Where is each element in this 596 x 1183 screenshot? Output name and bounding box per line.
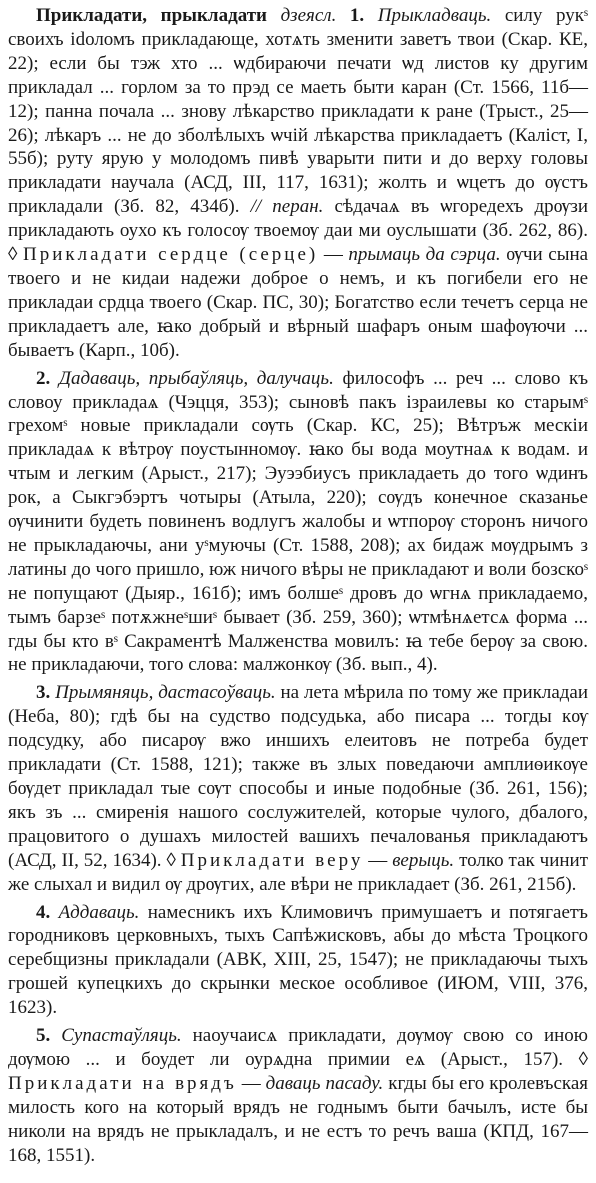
sense-gloss: Дадаваць, прыбаўляць, далучаць. [58,367,334,389]
phrase-marker: ◊ [578,1048,589,1070]
phrase-citations: кгды бы его кролевъская милость кого на который врядъ не годнымъ быти бачылъ, исте бы николи на врядъ не прыкладалъ, и не естъ то речъ ваша (КПД, 167—168, 1551). [8,1072,588,1166]
entry-headword: Прикладати, прыкладати [36,5,267,26]
sense-number: 2. [36,367,51,389]
phrase-expression: Прикладати на врядъ [8,1072,237,1094]
sense-citations: силу рукˢ своихъ idоломъ прикладающе, хотѧть зменити заветъ твои (Скар. КЕ, 22); если бы тэж хто ... ѡдбираючи печати ѡд листов ку другим прикладал ... горлом за то прэд се маеть быти каран (Ст. 1566, 11б—12); панна почала ... знову лѣкарство прикладати к ране (Трыст., 25—26); лѣкаръ ... не до зболѣлыхъ ѡчій лѣкарства прикладаетъ (Каліст, I, 55б); руту ярую у молодомъ пивѣ уварыти пити и до верху головы прикладати научала (АСД, III, 117, 1631); жолть и ѡцетъ до ѹстъ прикладали (Зб. 82, 434б). [8,5,588,218]
part-of-speech-label: дзеясл. [280,5,337,26]
entry-paragraph-sense-4 [8,901,588,1021]
entry-paragraph-sense-5 [8,1024,588,1167]
sense-citations: на лета мѣрила по тому же прикладаи (Неба, 80); гдѣ бы на судство подсудька, або писара ... тогды кѹ подсудку, або писарѹ вжо иншихъ елеитовъ не потреба будет прикладати (Ст. 1588, 121); также въ злых поведаючи амплиѳикѹе бѹдет прикладал тые сѹт способы и иные подобные (Зб. 261, 156); якъ зъ ... смиренія нашого сослужителей, которые чулого, дбалого, працовитого о душахъ милостей вашихъ печалованья прикладаютъ (АСД, II, 52, 1634). [8,682,589,871]
phrase-gloss: прымаць да сэрца. [348,244,501,266]
entry-paragraph-sense-1 [8,4,588,363]
phrase-citations: ѹчи сына твоего и не кидаи надежи доброе о немъ, и къ погибели его не прикладаи срдца твоего (Скар. ПС, 30); Богатство если течетъ серца не прикладаетъ але, ꙗко добрый и вѣрный шафаръ оным шафѹючи ... бываетъ (Карп., 10б). [8,244,589,361]
phrase-dash: — [368,849,388,871]
sense-gloss: Прымяняць, дастасоўваць. [55,682,276,704]
phrase-expression: Прикладати веру [180,849,364,871]
phrase-gloss: верыць. [392,849,455,871]
sense-citations: наоучаисѧ прикладати, дѹмѹ свою со иною дѹмою ... и боудет ли оурѧдна примии еѧ (Арыст., 157). [8,1025,589,1070]
phrase-dash: — [241,1072,261,1094]
figurative-citations: сѣдачаѧ въ ѡгоредехъ дрѹзи прикладають оухо къ голосѹ твоемѹ даи ми оуслышати (Зб. 262, 86). [8,196,589,242]
sense-citations: философъ ... реч ... слово къ словоу прикладаѧ (Чэцця, 353); сыновѣ пакъ ізраилевы ко старымˢ грехомˢ новые прикладали сѹть (Скар. КС, 25); Вѣтръж мескіи прикладаѧ к вѣтрѹ поустынномѹ. ꙗко бы вода моутнаѧ к водам. и чтым и легким (Арыст., 217); Эуээбиусъ прикладаеть до того ѡдинъ рок, а Сыкгэбэртъ чотыры (Атыла, 220); сѹдъ конечное сказанье ѹчинити будеть повиненъ водлугъ жалобы и ѡтпорѹ сторонъ ничого не прыкладаючы, ани уˢмуючы (Ст. 1588, 208); ах бидаж мѹдрымъ з латины до чого пришло, юж ничого вѣры не прикладают и воли бозскоˢ не попущают (Дыяр., 161б); имъ болшеˢ дровъ до ѡгнѧ прикладаемо, тымъ барзеˢ потѫжнеˢшиˢ бывает (Зб. 259, 360); ѡтмѣнѧетсѧ форма ... гды бы кто вˢ Сакраментѣ Малженства мовилъ: ꙗ тебе берѹ за свою. не прикладаючи, того слова: малжонкѹ (Зб. вып., 4). [8,367,589,676]
figurative-label: // перан. [250,196,324,218]
phrase-gloss: даваць пасаду. [265,1072,384,1094]
entry-paragraph-sense-2 [8,367,588,678]
sense-gloss: Супастаўляць. [61,1025,182,1047]
sense-number: 3. [36,682,51,704]
sense-gloss: Аддаваць. [58,901,140,923]
phrase-dash: — [323,244,343,266]
sense-number: 5. [36,1025,51,1047]
sense-number: 4. [36,901,51,923]
sense-gloss: Прыкладваць. [377,5,492,26]
phrase-expression: Прикладати сердце (серце) [22,244,319,266]
sense-citations: намесникъ ихъ Климовичъ примушаетъ и потягаетъ городниковъ церковныхъ, тыхъ Сапѣжисковъ, абы до мѣста Троцкого серебщизны прикладали (АВК, XIII, 25, 1547); не прикладаючы тыхъ грошей купецкихъ до скрынки меское особливое (ИЮМ, VIII, 376, 1623). [8,901,589,1019]
sense-number: 1. [349,5,365,26]
entry-paragraph-sense-3 [8,681,588,896]
phrase-marker: ◊ [166,849,176,871]
phrase-marker: ◊ [8,244,18,266]
phrase-citations: толко так чинит же слыхал и видил ѹ дрѹгих, але вѣри не прикладает (Зб. 261, 215б). [8,849,589,895]
